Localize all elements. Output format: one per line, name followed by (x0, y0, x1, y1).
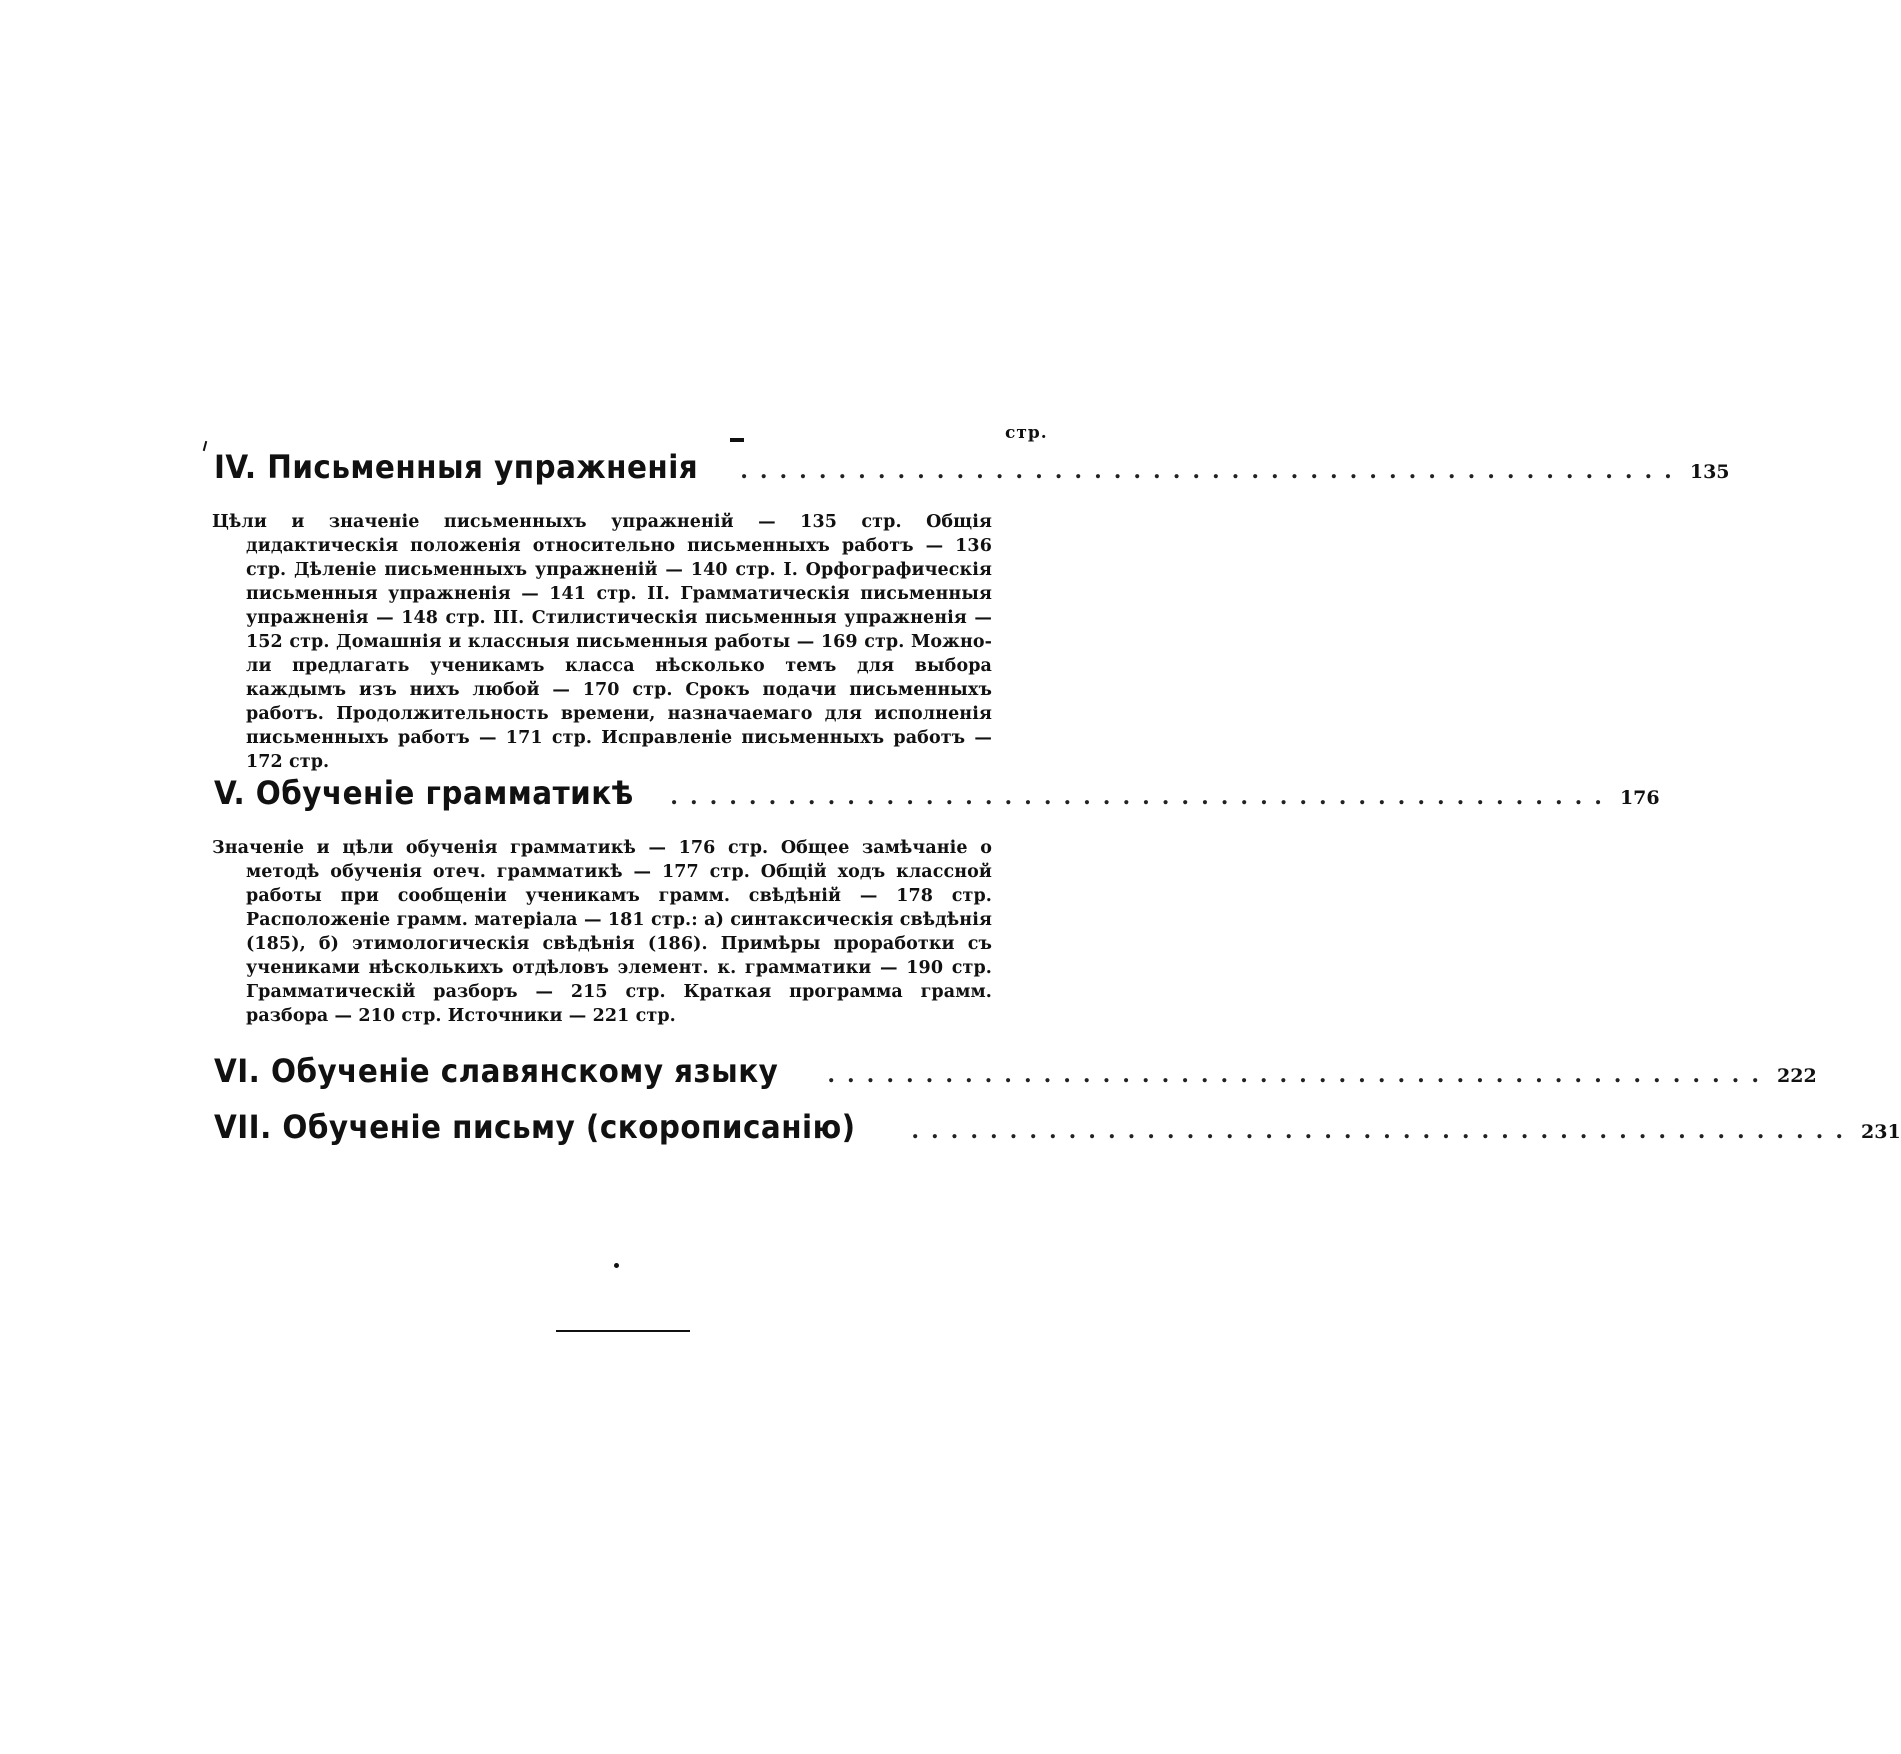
toc-entry (214, 1108, 1901, 1146)
chapter-title: V. Обученіе грамматикѣ (214, 774, 634, 812)
page-column-label: стр. (1005, 423, 1048, 443)
print-mark (614, 1263, 619, 1268)
chapter-title: IV. Письменныя упражненія (214, 448, 699, 486)
page-number: 231 (1861, 1121, 1901, 1143)
chapter-title: VI. Обученіе славянскому языку (214, 1052, 779, 1090)
toc-entry (214, 448, 1730, 486)
chapter-title: VII. Обученіе письму (скорописанію) (214, 1108, 856, 1146)
toc-entry (214, 1052, 1817, 1090)
dot-leader: ................................................ (911, 1118, 1855, 1144)
chapter-summary (212, 836, 992, 1028)
page-number: 222 (1777, 1065, 1817, 1087)
print-mark (730, 438, 744, 442)
toc-entry (214, 774, 1660, 812)
page-number: 135 (1689, 461, 1730, 483)
closing-rule (556, 1330, 690, 1332)
page-number: 176 (1619, 787, 1660, 809)
summary-text: Цѣли и значеніе письменныхъ упражненій — 135 стр. Общія дидактическія положенія относительно письменныхъ работъ — 136 стр. Дѣленіе письменныхъ упражненій — 140 стр. I. Орфографическія письменныя упражненія — 141 стр. II. Грамматическія письменныя упражненія — 148 стр. III. Стилистическія письменныя упражненія — 152 стр. Домашнія и классныя письменныя работы — 169 стр. Можно-ли предлагать ученикамъ класса нѣсколько темъ для выбора каждымъ изъ нихъ любой — 170 стр. Срокъ подачи письменныхъ работъ. Продолжительность времени, назначаемаго для исполненія письменныхъ работъ — 171 стр. Исправленіе письменныхъ работъ — 172 стр. (212, 512, 992, 772)
dot-leader: ................................................ (670, 784, 1614, 810)
dot-leader: ................................................ (827, 1062, 1771, 1088)
summary-text: Значеніе и цѣли обученія грамматикѣ — 176 стр. Общее замѣчаніе о методѣ обученія отеч. грамматикѣ — 177 стр. Общій ходъ классной работы при сообщеніи ученикамъ грамм. свѣдѣній — 178 стр. Расположеніе грамм. матеріала — 181 стр.: а) синтаксическія свѣдѣнія (185), б) этимологическія свѣдѣнія (186). Примѣры проработки съ учениками нѣсколькихъ отдѣловъ элемент. к. грамматики — 190 стр. Грамматическій разборъ — 215 стр. Краткая программа грамм. разбора — 210 стр. Источники — 221 стр. (212, 838, 992, 1026)
dot-leader: ................................................ (740, 458, 1684, 484)
chapter-summary (212, 510, 992, 774)
print-mark (203, 441, 208, 451)
